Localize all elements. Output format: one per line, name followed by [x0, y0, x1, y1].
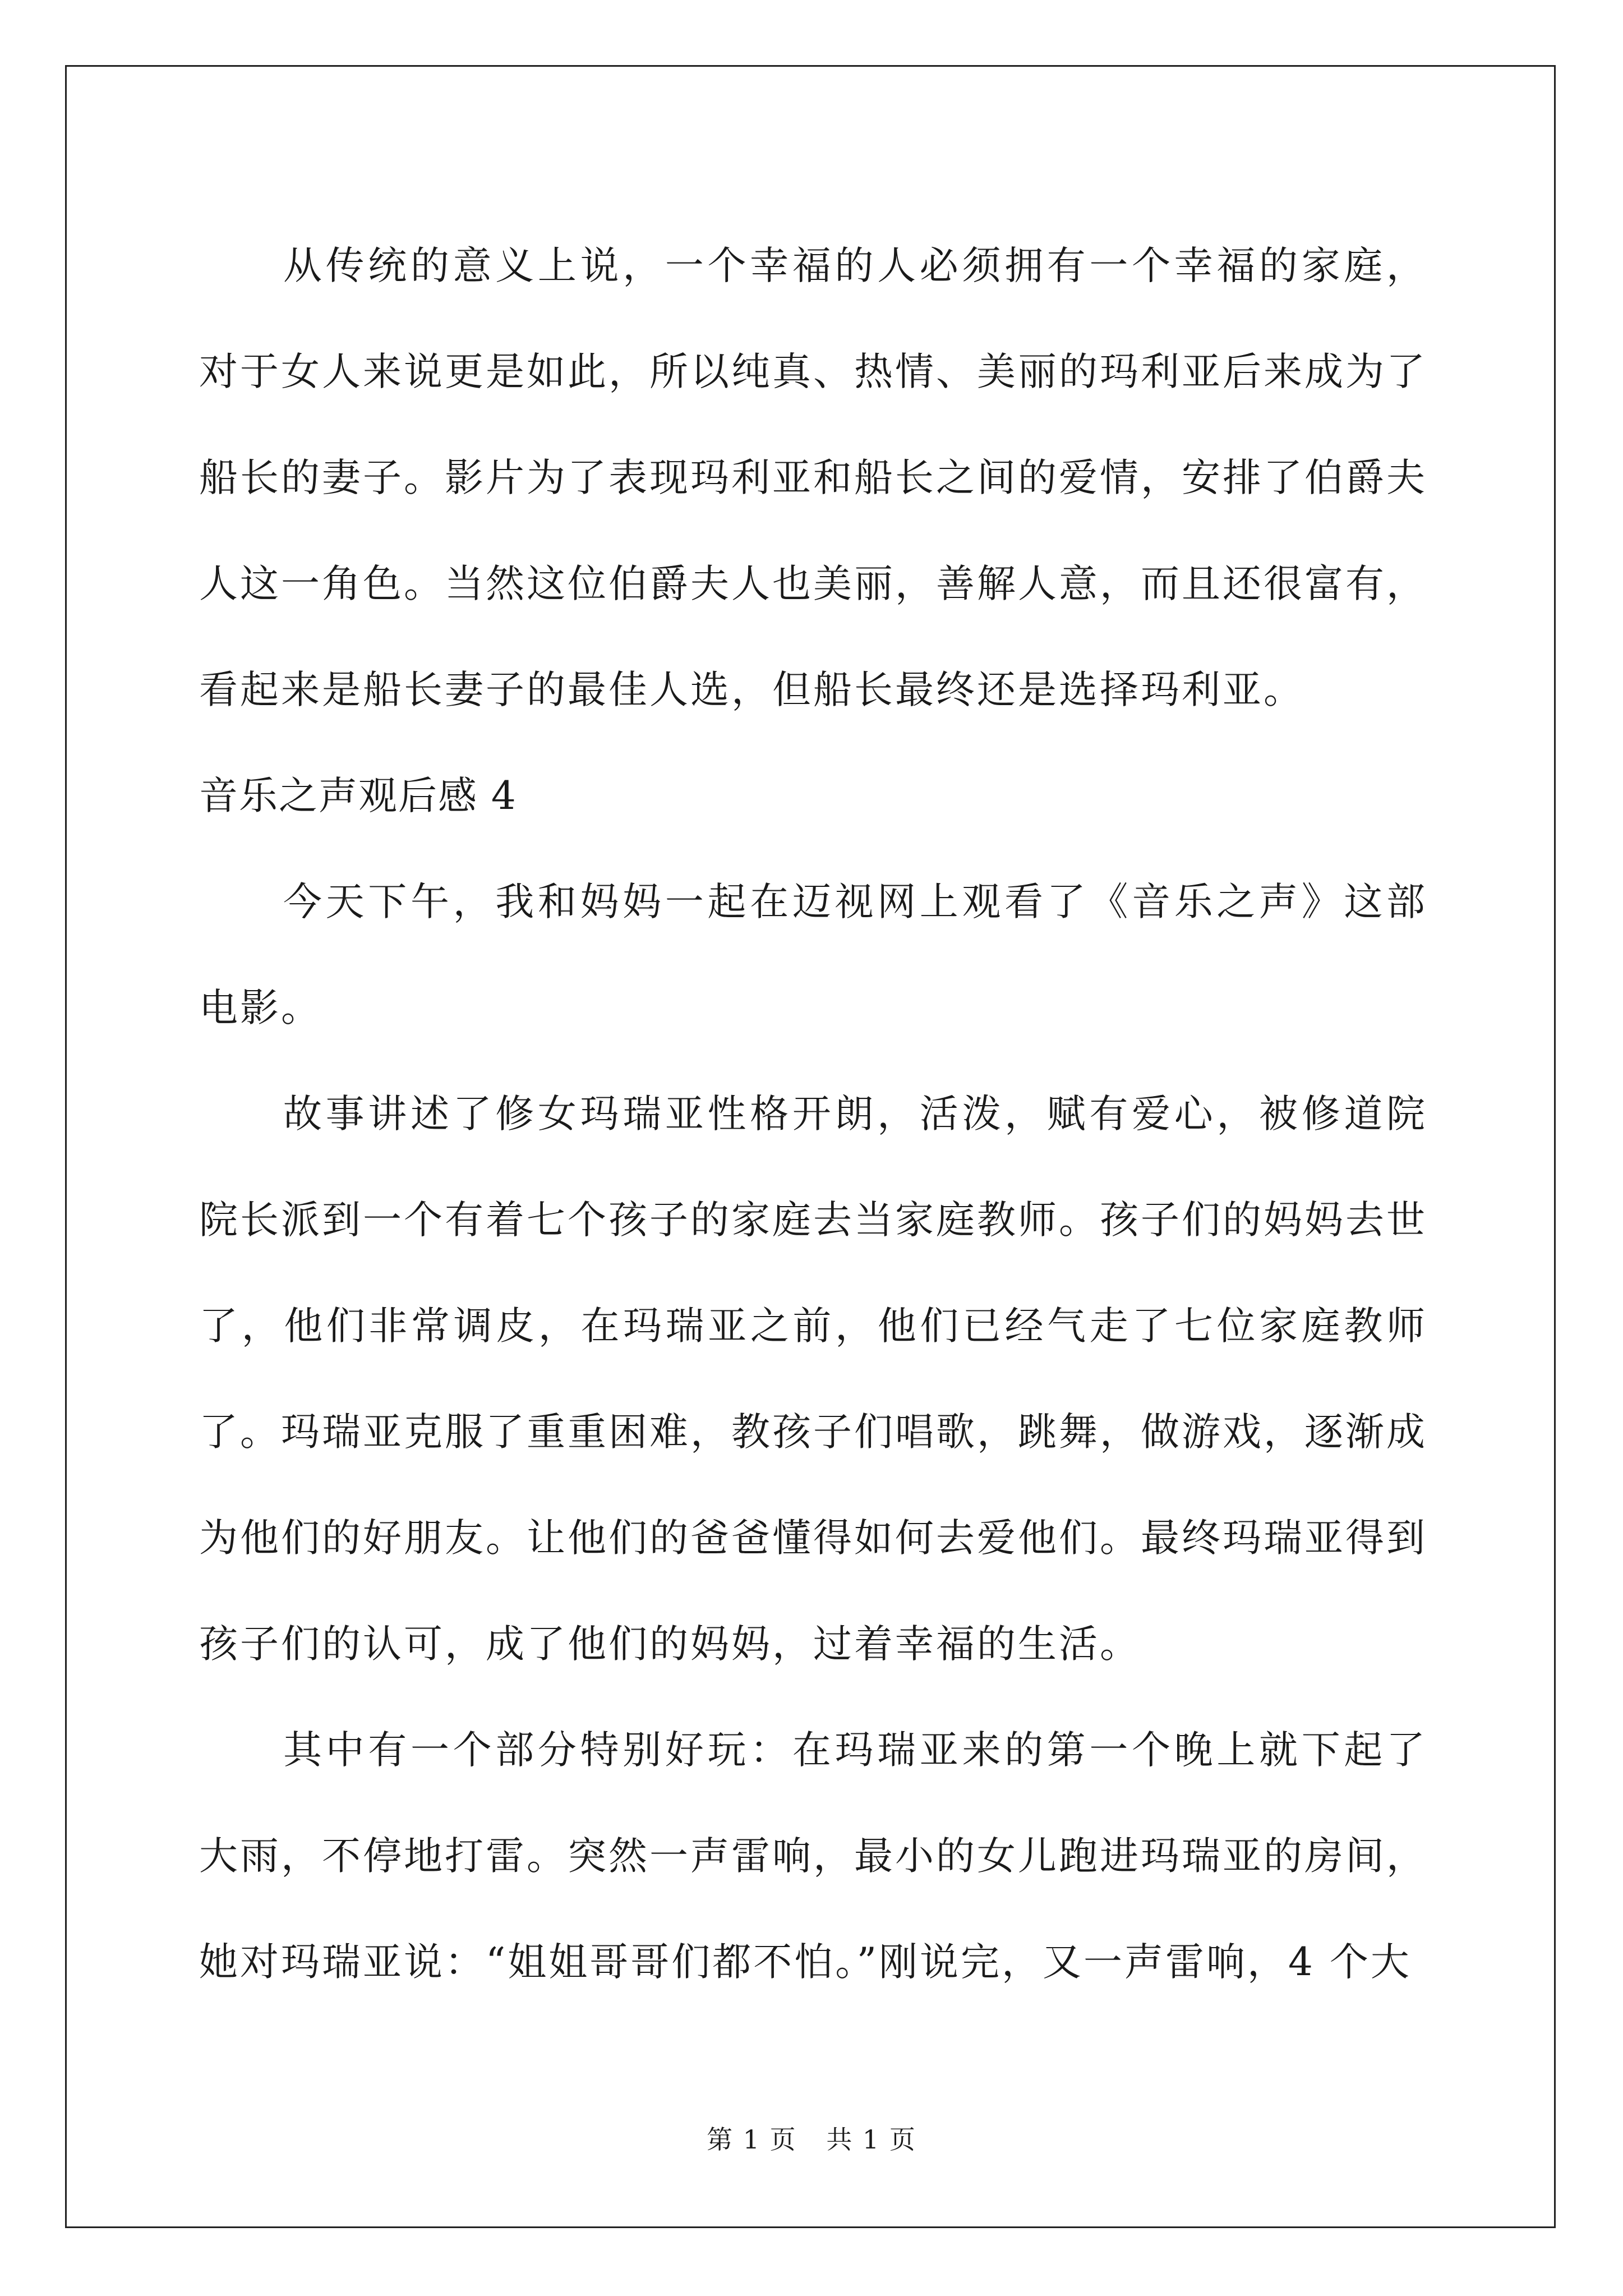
page-footer	[0, 2119, 1623, 2156]
page-number-total: 共 1 页	[826, 2124, 916, 2155]
section-heading: 音乐之声观后感 4	[199, 774, 517, 818]
page-number-current: 第 1 页	[707, 2124, 797, 2155]
paragraph-4: 其中有一个部分特别好玩：在玛瑞亚来的第一个晚上就下起了大雨，不停地打雷。突然一声雷响，最小的女儿跑进玛瑞亚的房间，她对玛瑞亚说：“姐姐哥哥们都不怕。”刚说完，又一声雷响，4 个大	[199, 1728, 1427, 1985]
paragraph-2: 今天下午，我和妈妈一起在迈视网上观看了《音乐之声》这部电影。	[199, 880, 1427, 1030]
document-body	[199, 213, 1427, 2016]
paragraph-1: 从传统的意义上说，一个幸福的人必须拥有一个幸福的家庭，对于女人来说更是如此，所以纯真、热情、美丽的玛利亚后来成为了船长的妻子。影片为了表现玛利亚和船长之间的爱情，安排了伯爵夫人这一角色。当然这位伯爵夫人也美丽，善解人意，而且还很富有，看起来是船长妻子的最佳人选，但船长最终还是选择玛利亚。	[199, 243, 1427, 712]
paragraph-3: 故事讲述了修女玛瑞亚性格开朗，活泼，赋有爱心，被修道院院长派到一个有着七个孩子的家庭去当家庭教师。孩子们的妈妈去世了，他们非常调皮，在玛瑞亚之前，他们已经气走了七位家庭教师了。玛瑞亚克服了重重困难，教孩子们唱歌，跳舞，做游戏，逐渐成为他们的好朋友。让他们的爸爸懂得如何去爱他们。最终玛瑞亚得到孩子们的认可，成了他们的妈妈，过着幸福的生活。	[199, 1092, 1427, 1667]
